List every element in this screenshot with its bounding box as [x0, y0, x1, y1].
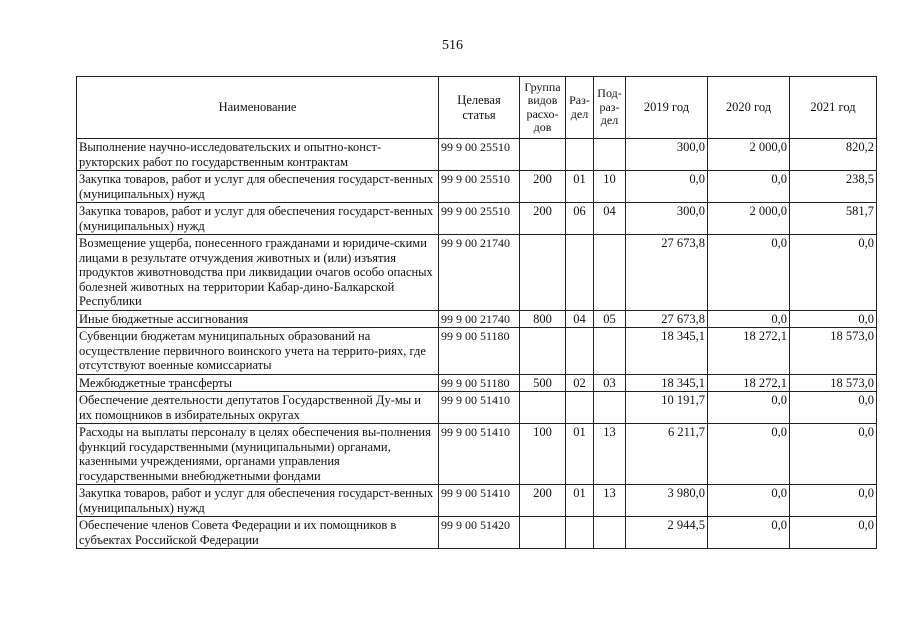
row-section	[566, 235, 594, 311]
row-subsection	[594, 235, 626, 311]
row-subsection	[594, 517, 626, 549]
row-section	[566, 517, 594, 549]
header-name: Наименование	[77, 77, 439, 139]
row-amount-2020: 0,0	[708, 517, 790, 549]
row-amount-2021: 581,7	[790, 203, 877, 235]
row-amount-2020: 2 000,0	[708, 203, 790, 235]
row-target-article: 99 9 00 51410	[439, 424, 520, 485]
row-subsection: 13	[594, 485, 626, 517]
table-row	[77, 171, 877, 203]
row-expense-group	[520, 517, 566, 549]
row-name: Межбюджетные трансферты	[77, 374, 439, 392]
row-amount-2021: 18 573,0	[790, 328, 877, 375]
row-name: Обеспечение деятельности депутатов Государственной Ду-мы и их помощников в избирательных округах	[77, 392, 439, 424]
row-amount-2020: 0,0	[708, 424, 790, 485]
row-target-article: 99 9 00 51410	[439, 392, 520, 424]
table-row	[77, 392, 877, 424]
table-row	[77, 424, 877, 485]
row-subsection	[594, 392, 626, 424]
row-amount-2019: 18 345,1	[626, 328, 708, 375]
row-amount-2021: 820,2	[790, 139, 877, 171]
row-name: Выполнение научно-исследовательских и опытно-конст-рукторских работ по государственным контрактам	[77, 139, 439, 171]
table-row	[77, 485, 877, 517]
row-target-article: 99 9 00 51180	[439, 374, 520, 392]
row-target-article: 99 9 00 21740	[439, 310, 520, 328]
row-target-article: 99 9 00 25510	[439, 171, 520, 203]
table-row	[77, 139, 877, 171]
header-2021: 2021 год	[790, 77, 877, 139]
row-section: 01	[566, 485, 594, 517]
row-section	[566, 139, 594, 171]
header-expense-group: Группа видов расхо-дов	[520, 77, 566, 139]
row-name: Обеспечение членов Совета Федерации и их помощников в субъектах Российской Федерации	[77, 517, 439, 549]
row-section	[566, 392, 594, 424]
row-expense-group: 800	[520, 310, 566, 328]
row-expense-group: 200	[520, 171, 566, 203]
row-expense-group	[520, 328, 566, 375]
row-section: 01	[566, 424, 594, 485]
row-amount-2020: 18 272,1	[708, 374, 790, 392]
row-amount-2021: 238,5	[790, 171, 877, 203]
row-subsection: 13	[594, 424, 626, 485]
row-amount-2021: 18 573,0	[790, 374, 877, 392]
row-amount-2020: 0,0	[708, 392, 790, 424]
row-amount-2019: 0,0	[626, 171, 708, 203]
page-number: 516	[442, 38, 463, 53]
row-amount-2021: 0,0	[790, 235, 877, 311]
row-amount-2020: 2 000,0	[708, 139, 790, 171]
row-amount-2019: 2 944,5	[626, 517, 708, 549]
row-subsection	[594, 139, 626, 171]
table-row	[77, 203, 877, 235]
row-subsection	[594, 328, 626, 375]
table-row	[77, 517, 877, 549]
row-amount-2021: 0,0	[790, 392, 877, 424]
header-2020: 2020 год	[708, 77, 790, 139]
row-name: Закупка товаров, работ и услуг для обеспечения государст-венных (муниципальных) нужд	[77, 203, 439, 235]
header-subsection: Под-раз-дел	[594, 77, 626, 139]
row-subsection: 05	[594, 310, 626, 328]
row-section: 02	[566, 374, 594, 392]
table-row	[77, 235, 877, 311]
row-amount-2020: 0,0	[708, 310, 790, 328]
row-amount-2021: 0,0	[790, 424, 877, 485]
header-row	[77, 77, 877, 139]
row-expense-group	[520, 139, 566, 171]
row-expense-group: 200	[520, 485, 566, 517]
row-section	[566, 328, 594, 375]
header-target-article: Целевая статья	[439, 77, 520, 139]
row-expense-group: 500	[520, 374, 566, 392]
row-target-article: 99 9 00 51420	[439, 517, 520, 549]
row-section: 06	[566, 203, 594, 235]
row-amount-2021: 0,0	[790, 517, 877, 549]
row-target-article: 99 9 00 21740	[439, 235, 520, 311]
row-amount-2020: 0,0	[708, 485, 790, 517]
row-amount-2019: 300,0	[626, 203, 708, 235]
row-name: Иные бюджетные ассигнования	[77, 310, 439, 328]
row-amount-2019: 3 980,0	[626, 485, 708, 517]
row-name: Закупка товаров, работ и услуг для обеспечения государст-венных (муниципальных) нужд	[77, 171, 439, 203]
budget-table	[76, 76, 877, 549]
header-2019: 2019 год	[626, 77, 708, 139]
row-section: 01	[566, 171, 594, 203]
table-row	[77, 310, 877, 328]
row-target-article: 99 9 00 51410	[439, 485, 520, 517]
row-amount-2019: 10 191,7	[626, 392, 708, 424]
row-expense-group	[520, 392, 566, 424]
table-row	[77, 328, 877, 375]
row-name: Субвенции бюджетам муниципальных образований на осуществление первичного воинского учета на террито-риях, где отсутствуют военные комиссариаты	[77, 328, 439, 375]
row-amount-2021: 0,0	[790, 485, 877, 517]
row-amount-2019: 27 673,8	[626, 235, 708, 311]
row-amount-2021: 0,0	[790, 310, 877, 328]
row-amount-2020: 0,0	[708, 171, 790, 203]
row-expense-group: 100	[520, 424, 566, 485]
row-amount-2020: 0,0	[708, 235, 790, 311]
row-amount-2019: 27 673,8	[626, 310, 708, 328]
row-amount-2019: 300,0	[626, 139, 708, 171]
row-subsection: 04	[594, 203, 626, 235]
row-target-article: 99 9 00 25510	[439, 139, 520, 171]
row-amount-2020: 18 272,1	[708, 328, 790, 375]
row-amount-2019: 6 211,7	[626, 424, 708, 485]
table-row	[77, 374, 877, 392]
row-name: Расходы на выплаты персоналу в целях обеспечения вы-полнения функций государственными (муниципальными) органами, казенными учреждениями, органами управления государственными внебюджетными фондами	[77, 424, 439, 485]
row-target-article: 99 9 00 51180	[439, 328, 520, 375]
row-section: 04	[566, 310, 594, 328]
row-amount-2019: 18 345,1	[626, 374, 708, 392]
row-subsection: 03	[594, 374, 626, 392]
row-target-article: 99 9 00 25510	[439, 203, 520, 235]
row-expense-group	[520, 235, 566, 311]
header-section: Раз-дел	[566, 77, 594, 139]
row-name: Закупка товаров, работ и услуг для обеспечения государст-венных (муниципальных) нужд	[77, 485, 439, 517]
row-expense-group: 200	[520, 203, 566, 235]
row-name: Возмещение ущерба, понесенного гражданами и юридиче-скими лицами в результате отчуждения животных и (или) изъятия продуктов животноводства при ликвидации очагов особо опасных болезней животных на территории Кабар-дино-Балкарской Республики	[77, 235, 439, 311]
row-subsection: 10	[594, 171, 626, 203]
